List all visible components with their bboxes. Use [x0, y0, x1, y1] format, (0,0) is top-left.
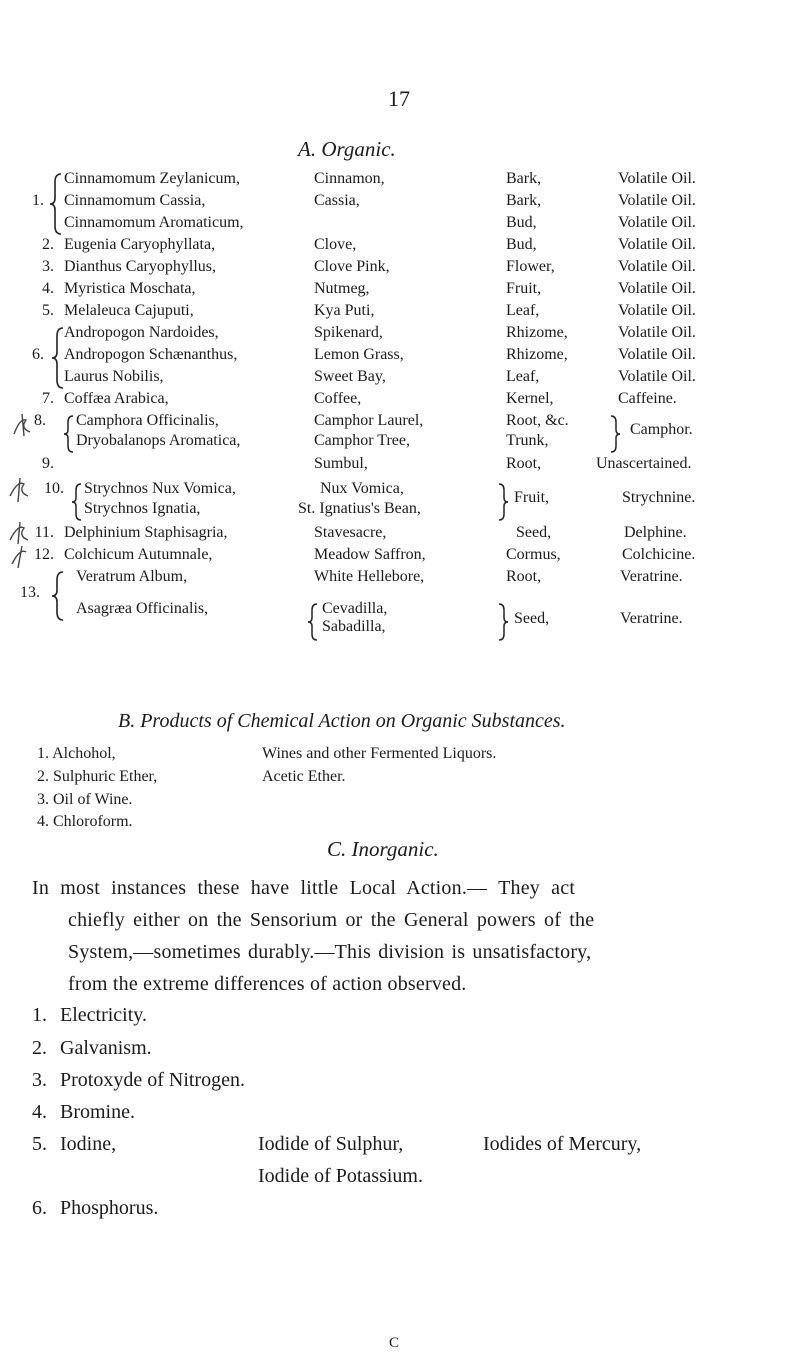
item-number: 6.	[32, 1197, 47, 1219]
group-principle-strychnos: Strychnine.	[622, 489, 696, 506]
list-item	[37, 813, 133, 831]
list-item	[32, 1037, 152, 1060]
common-name: White Hellebore,	[314, 568, 425, 585]
left-brace-icon	[62, 414, 76, 454]
plant-part: Rhizome,	[506, 324, 568, 341]
section-b-title: B. Products of Chemical Action on Organic Substances.	[118, 710, 566, 732]
item-name: Oil of Wine.	[53, 791, 133, 808]
row-number: 3.	[42, 258, 54, 275]
left-brace-icon	[50, 570, 66, 622]
item-number: 4.	[32, 1101, 47, 1123]
item-name: Sulphuric Ether,	[53, 768, 158, 785]
row-number: 11.	[34, 524, 54, 541]
botanical-name: Dianthus Caryophyllus,	[64, 258, 216, 275]
table-row	[0, 346, 800, 368]
botanical-name: Laurus Nobilis,	[64, 368, 164, 385]
row-number: 2.	[42, 236, 54, 253]
active-principle: Volatile Oil.	[618, 170, 696, 187]
item-related: Acetic Ether.	[262, 768, 346, 785]
plant-part: Rhizome,	[506, 346, 568, 363]
plant-part: Trunk,	[506, 432, 549, 449]
plant-part: Bud,	[506, 214, 537, 231]
botanical-name: Camphora Officinalis,	[76, 412, 219, 429]
active-principle: Delphine.	[624, 524, 687, 541]
active-principle: Volatile Oil.	[618, 302, 696, 319]
active-principle: Volatile Oil.	[618, 280, 696, 297]
table-row	[0, 302, 800, 324]
group-principle-camphor: Camphor.	[630, 421, 693, 438]
signature-mark: C	[389, 1335, 400, 1351]
table-row	[0, 170, 800, 192]
row-number: 13.	[20, 584, 40, 601]
paragraph-line: System,—sometimes durably.—This division is unsatisfactory,	[68, 941, 592, 963]
common-name: Meadow Saffron,	[314, 546, 426, 563]
list-item	[37, 791, 133, 809]
active-principle: Volatile Oil.	[618, 214, 696, 231]
plant-part: Leaf,	[506, 302, 540, 319]
active-principle: Colchicine.	[622, 546, 696, 563]
plant-part: Root,	[506, 455, 542, 472]
plant-part: Root,	[506, 568, 542, 585]
botanical-name: Coffæa Arabica,	[64, 390, 169, 407]
plant-part: Flower,	[506, 258, 555, 275]
row-number: 9.	[42, 455, 54, 472]
botanical-name: Dryobalanops Aromatica,	[76, 432, 241, 449]
table-row	[0, 524, 800, 546]
item-name: Chloroform.	[53, 813, 133, 830]
item-number: 3.	[37, 791, 49, 808]
item-related: Wines and other Fermented Liquors.	[262, 745, 497, 762]
item-text: Protoxyde of Nitrogen.	[60, 1069, 245, 1091]
right-brace-icon	[608, 414, 622, 454]
table-row	[0, 390, 800, 412]
common-name: Cassia,	[314, 192, 360, 209]
table-row	[0, 455, 800, 477]
item-extra: Iodide of Sulphur,	[258, 1133, 404, 1155]
plant-part: Kernel,	[506, 390, 554, 407]
active-principle: Volatile Oil.	[618, 192, 696, 209]
common-name: Coffee,	[314, 390, 362, 407]
list-item	[32, 1004, 147, 1027]
table-row	[0, 368, 800, 390]
left-brace-icon	[48, 172, 64, 236]
common-name: Camphor Tree,	[314, 432, 410, 449]
row-number: 7.	[42, 390, 54, 407]
list-item	[32, 1197, 158, 1220]
row-number: 1.	[32, 192, 44, 209]
item-number: 4.	[37, 813, 49, 830]
common-name: Sweet Bay,	[314, 368, 386, 385]
botanical-name: Veratrum Album,	[76, 568, 188, 585]
item-number: 1.	[37, 745, 49, 762]
item-text: Iodine,	[60, 1133, 117, 1155]
left-brace-icon	[306, 602, 320, 642]
plant-part: Bud,	[506, 236, 537, 253]
active-principle: Volatile Oil.	[618, 324, 696, 341]
table-row	[0, 324, 800, 346]
row-number: 6.	[32, 346, 44, 363]
list-item	[32, 1069, 245, 1092]
section-c-title: C. Inorganic.	[327, 837, 439, 861]
botanical-name: Strychnos Nux Vomica,	[84, 480, 236, 497]
item-extra: Iodide of Potassium.	[258, 1165, 423, 1187]
table-row	[0, 280, 800, 302]
active-principle: Volatile Oil.	[618, 236, 696, 253]
botanical-name: Delphinium Staphisagria,	[64, 524, 228, 541]
botanical-name: Cinnamomum Aromaticum,	[64, 214, 244, 231]
active-principle: Caffeine.	[618, 390, 677, 407]
left-brace-icon	[70, 482, 84, 522]
table-row	[0, 192, 800, 214]
left-brace-icon	[50, 326, 66, 390]
plant-part: Root, &c.	[506, 412, 569, 429]
page-number: 17	[388, 86, 410, 111]
group-part-strychnos: Fruit,	[514, 489, 550, 506]
right-brace-icon	[496, 602, 510, 642]
botanical-name: Andropogon Schænanthus,	[64, 346, 238, 363]
item-number: 1.	[32, 1004, 47, 1026]
section-a-title: A. Organic.	[298, 137, 396, 161]
plant-part: Seed,	[516, 524, 552, 541]
active-principle: Volatile Oil.	[618, 258, 696, 275]
common-name: Stavesacre,	[314, 524, 387, 541]
row-number: 10.	[44, 480, 64, 497]
item-number: 2.	[32, 1037, 47, 1059]
paragraph-line: chiefly either on the Sensorium or the General powers of the	[68, 909, 595, 931]
right-brace-icon	[496, 482, 510, 522]
botanical-name: Cinnamomum Zeylanicum,	[64, 170, 240, 187]
plant-part: Bark,	[506, 192, 542, 209]
row-number: 8.	[34, 412, 46, 429]
botanical-name: Eugenia Caryophyllata,	[64, 236, 216, 253]
item-number: 3.	[32, 1069, 47, 1091]
table-row	[0, 236, 800, 258]
item-text: Electricity.	[60, 1004, 147, 1026]
table-row	[0, 214, 800, 236]
list-item	[32, 1133, 116, 1156]
item-text: Galvanism.	[60, 1037, 152, 1059]
item-name: Alchohol,	[52, 745, 116, 762]
active-principle: Veratrine.	[620, 568, 683, 585]
item-number: 2.	[37, 768, 49, 785]
plant-part: Leaf,	[506, 368, 540, 385]
botanical-name: Melaleuca Cajuputi,	[64, 302, 194, 319]
common-name: Nux Vomica,	[320, 480, 404, 497]
common-name: Sumbul,	[314, 455, 368, 472]
handwritten-mark-icon	[6, 520, 34, 570]
common-name: Nutmeg,	[314, 280, 370, 297]
common-name: St. Ignatius's Bean,	[298, 500, 421, 517]
common-name: Spikenard,	[314, 324, 383, 341]
botanical-name: Strychnos Ignatia,	[84, 500, 201, 517]
list-item	[37, 768, 157, 786]
table-row	[0, 546, 800, 568]
group-principle-asagraea: Veratrine.	[620, 610, 683, 627]
table-row	[0, 258, 800, 280]
common-name: Clove Pink,	[314, 258, 390, 275]
row-number: 5.	[42, 302, 54, 319]
handwritten-mark-icon	[10, 410, 38, 440]
common-name: Lemon Grass,	[314, 346, 404, 363]
common-name: Sabadilla,	[322, 618, 386, 635]
active-principle: Volatile Oil.	[618, 368, 696, 385]
plant-part: Bark,	[506, 170, 542, 187]
row-number: 4.	[42, 280, 54, 297]
list-item	[32, 1101, 135, 1124]
common-name: Cinnamon,	[314, 170, 385, 187]
item-number: 5.	[32, 1133, 47, 1155]
paragraph-line: In most instances these have little Local Action.— They act	[32, 877, 576, 899]
item-text: Bromine.	[60, 1101, 135, 1123]
plant-part: Fruit,	[506, 280, 542, 297]
common-name: Cevadilla,	[322, 600, 388, 617]
botanical-name: Myristica Moschata,	[64, 280, 196, 297]
active-principle: Volatile Oil.	[618, 346, 696, 363]
common-name: Clove,	[314, 236, 357, 253]
item-extra: Iodides of Mercury,	[483, 1133, 642, 1155]
plant-part: Cormus,	[506, 546, 561, 563]
section-c-paragraph	[32, 872, 748, 1000]
common-name: Camphor Laurel,	[314, 412, 424, 429]
common-name: Kya Puti,	[314, 302, 375, 319]
botanical-name: Asagræa Officinalis,	[76, 600, 209, 617]
botanical-name: Andropogon Nardoides,	[64, 324, 219, 341]
list-item	[37, 745, 116, 763]
item-text: Phosphorus.	[60, 1197, 159, 1219]
active-principle: Unascertained.	[596, 455, 692, 472]
row-number: 12.	[34, 546, 54, 563]
botanical-name: Colchicum Autumnale,	[64, 546, 213, 563]
handwritten-mark-icon	[6, 474, 34, 504]
botanical-name: Cinnamomum Cassia,	[64, 192, 206, 209]
paragraph-line: from the extreme differences of action observed.	[68, 973, 467, 995]
group-part-asagraea: Seed,	[514, 610, 550, 627]
